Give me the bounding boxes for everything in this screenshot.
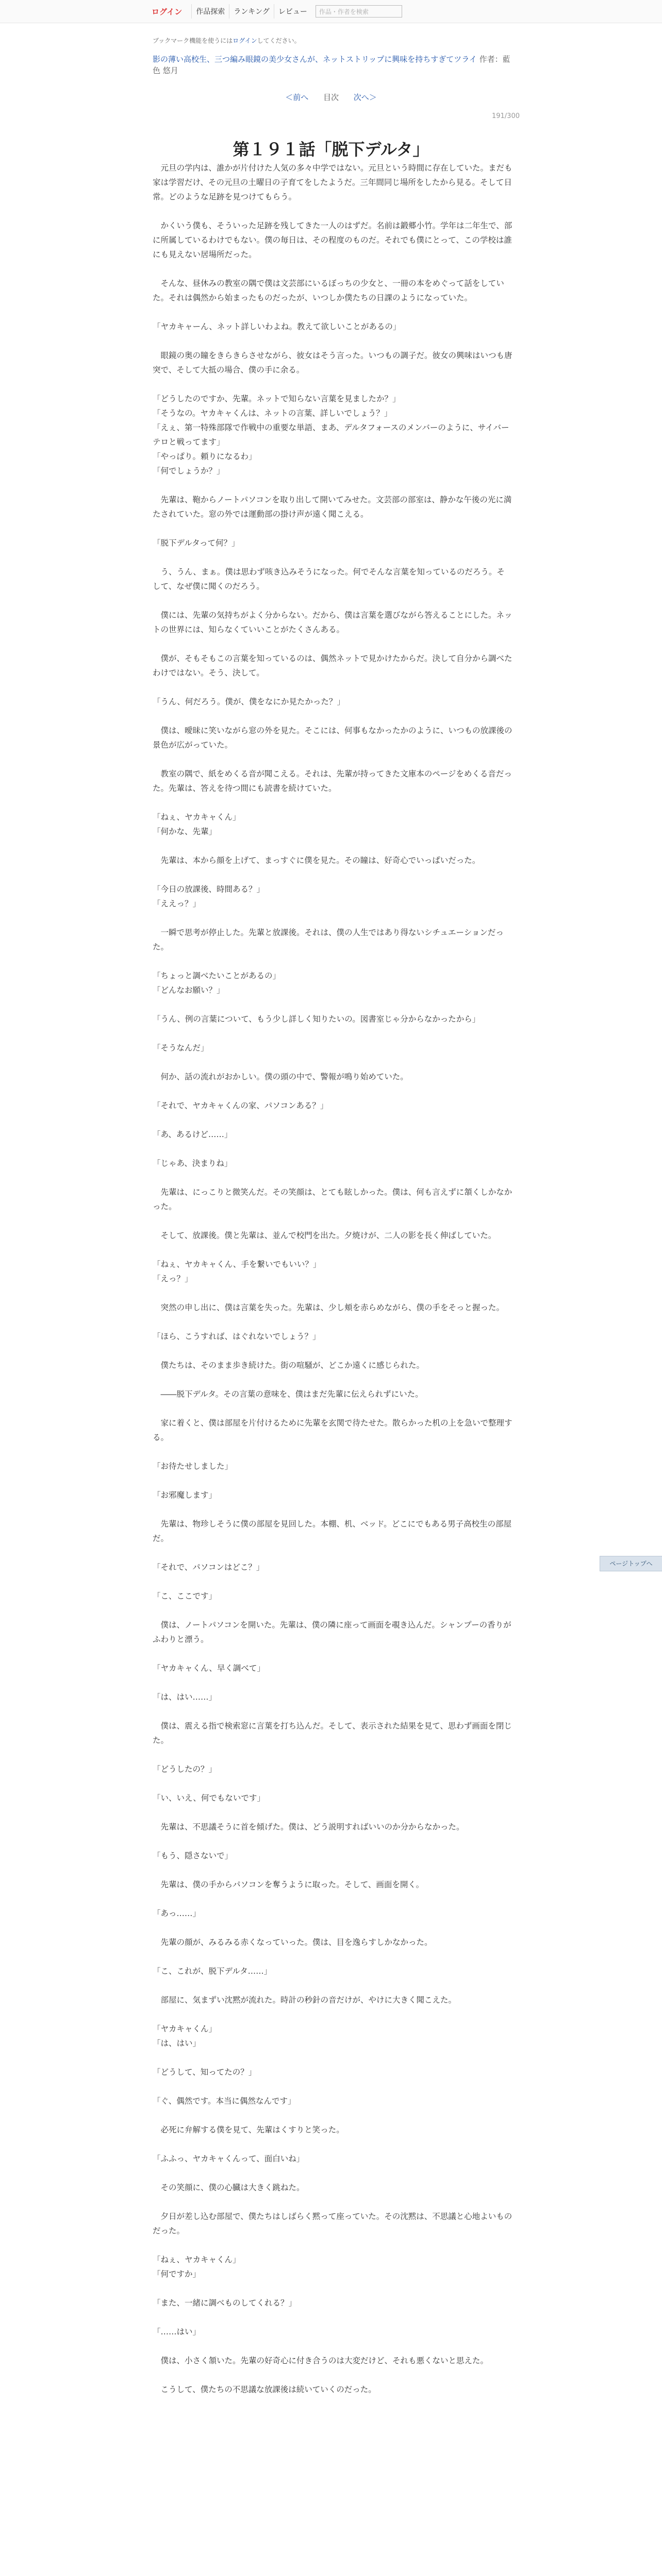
- body-paragraph: 僕は、ノートパソコンを開いた。先輩は、僕の隣に座って画面を覗き込んだ。シャンプーの香りがふわりと漂う。: [153, 1620, 511, 1644]
- body-paragraph: 「何でしょうか？」: [153, 466, 225, 476]
- body-paragraph: [153, 2079, 512, 2094]
- body-paragraph: 「あ、あるけど……」: [153, 1130, 233, 1139]
- body-paragraph: [153, 709, 512, 723]
- body-paragraph: 「じゃあ、決まりね」: [153, 1159, 233, 1168]
- body-paragraph: [153, 1863, 512, 1877]
- body-paragraph: 「そうなんだ」: [153, 1043, 209, 1053]
- body-paragraph: 「あっ……」: [153, 1909, 201, 1918]
- body-paragraph: [153, 637, 512, 651]
- body-paragraph: 「は、はい」: [153, 2039, 201, 2048]
- body-paragraph: 「今日の放課後、時間ある？」: [153, 885, 265, 894]
- next-chapter-link[interactable]: 次へ＞: [353, 93, 377, 102]
- body-paragraph: [153, 954, 512, 969]
- body-paragraph: [153, 1026, 512, 1041]
- body-paragraph: 夕日が差し込む部屋で、僕たちはしばらく黙って座っていた。その沈黙は、不思議と心地よいものだった。: [153, 2212, 512, 2235]
- body-paragraph: 部屋に、気まずい沈黙が流れた。時計の秒針の音だけが、やけに大きく聞こえた。: [153, 1995, 457, 2005]
- body-paragraph: [153, 1502, 512, 1517]
- body-paragraph: 「ぐ、偶然です。本当に偶然なんです」: [153, 2096, 296, 2106]
- table-of-contents-link[interactable]: 目次: [323, 93, 339, 102]
- body-paragraph: [153, 1647, 512, 1661]
- page-top-tab[interactable]: ページトップへ: [600, 1556, 662, 1571]
- body-paragraph: [153, 2368, 512, 2382]
- body-paragraph: 一瞬で思考が停止した。先輩と放課後。それは、僕の人生ではあり得ないシチュエーションだった。: [153, 928, 504, 952]
- body-paragraph: 先輩は、本から顔を上げて、まっすぐに僕を見た。その瞳は、好奇心でいっぱいだった。: [153, 856, 481, 865]
- body-paragraph: [153, 334, 512, 348]
- body-paragraph: 先輩の顔が、みるみる赤くなっていった。僕は、目を逸らすしかなかった。: [153, 1938, 433, 1947]
- body-paragraph: [153, 2238, 512, 2252]
- body-paragraph: [153, 1084, 512, 1098]
- body-paragraph: [153, 2310, 512, 2325]
- page-number: 191/300: [491, 112, 520, 120]
- body-paragraph: 「それで、ヤカキャくんの家、パソコンある？」: [153, 1101, 328, 1110]
- body-paragraph: [153, 1113, 512, 1127]
- body-paragraph: 「そうなの。ヤカキャくんは、ネットの言葉、詳しいでしょう？」: [153, 409, 392, 418]
- body-paragraph: 「ヤカキャくん」: [153, 2024, 217, 2033]
- body-paragraph: [153, 478, 512, 493]
- body-paragraph: こうして、僕たちの不思議な放課後は続いていくのだった。: [153, 2385, 376, 2394]
- body-paragraph: [153, 1675, 512, 1690]
- body-paragraph: 僕には、先輩の気持ちがよく分からない。だから、僕は言葉を選びながら答えることにした。ネットの世界には、知らなくていいことがたくさんある。: [153, 611, 512, 634]
- body-paragraph: 「ふふっ、ヤカキャくんって、面白いね」: [153, 2154, 305, 2163]
- body-paragraph: [153, 1243, 512, 1257]
- top-navigation-bar: [0, 0, 662, 23]
- login-button[interactable]: ログイン: [152, 7, 183, 16]
- work-title-block: [153, 54, 514, 76]
- body-paragraph: [153, 1603, 512, 1618]
- notice-suffix: してください。: [257, 37, 301, 44]
- body-paragraph: 「い、いえ、何でもないです」: [153, 1793, 265, 1803]
- body-paragraph: [153, 839, 512, 853]
- body-paragraph: 「どうしたの？」: [153, 1765, 217, 1774]
- body-paragraph: [153, 1214, 512, 1228]
- body-paragraph: 「お待たせしました」: [153, 1462, 233, 1471]
- body-paragraph: そんな、昼休みの教室の隅で僕は文芸部にいるぼっちの少女と、一冊の本をめぐって話をしていた。それは偶然から始まったものだったが、いつしか僕たちの日課のようになっていた。: [153, 279, 504, 302]
- nav-ranking[interactable]: ランキング: [229, 4, 274, 19]
- nav-review[interactable]: レビュー: [274, 4, 311, 19]
- body-paragraph: 「ヤカキャーん、ネット詳しいわよね。教えて欲しいことがあるの」: [153, 322, 401, 331]
- body-paragraph: [153, 1445, 512, 1459]
- notice-login-link[interactable]: ログイン: [233, 37, 257, 44]
- body-paragraph: 「ねぇ、ヤカキャくん」: [153, 2255, 241, 2264]
- body-paragraph: そして、放課後。僕と先輩は、並んで校門を出た。夕焼けが、二人の影を長く伸ばしていた。: [153, 1231, 496, 1240]
- body-paragraph: [153, 594, 512, 608]
- body-paragraph: 「ええっ？」: [153, 899, 201, 908]
- body-paragraph: 「こ、ここです」: [153, 1591, 217, 1601]
- body-paragraph: 僕は、曖昧に笑いながら窓の外を見た。そこには、何事もなかったかのように、いつもの放課後の景色が広がっていた。: [153, 726, 512, 750]
- body-paragraph: 僕が、そもそもこの言葉を知っているのは、偶然ネットで見かけたからだ。決して自分から調べたわけではない。そう、決して。: [153, 654, 512, 677]
- body-paragraph: かくいう僕も、そういった足跡を残してきた一人のはずだ。名前は鍛郷小竹。学年は二年生で、部に所属しているわけでもない。僕の毎日は、その程度のものだ。それでも僕にとって、この学校は誰にも見えない居場所だった。: [153, 221, 512, 259]
- body-paragraph: 「お邪魔します」: [153, 1490, 217, 1500]
- body-paragraph: [153, 1834, 512, 1849]
- body-paragraph: [153, 204, 512, 218]
- body-paragraph: [153, 1055, 512, 1070]
- notice-prefix: ブックマーク機能を使うには: [153, 37, 233, 44]
- body-paragraph: その笑顔に、僕の心臓は大きく跳ねた。: [153, 2183, 305, 2192]
- body-paragraph: [153, 1315, 512, 1329]
- work-title-link[interactable]: 影の薄い高校生、三つ編み眼鏡の美少女さんが、ネットストリップに興味を持ちすぎてツライ: [153, 55, 477, 64]
- body-paragraph: 「ちょっと調べたいことがあるの」: [153, 971, 281, 980]
- body-paragraph: 「もう、隠さないで」: [153, 1851, 233, 1860]
- body-paragraph: [153, 521, 512, 536]
- body-paragraph: [153, 1748, 512, 1762]
- body-paragraph: 「うん、例の言葉について、もう少し詳しく知りたいの。図書室じゃ分からなかったから」: [153, 1014, 481, 1024]
- body-paragraph: 僕は、震える指で検索窓に言葉を打ち込んだ。そして、表示された結果を見て、思わず画面を閉じた。: [153, 1721, 512, 1745]
- body-paragraph: [153, 305, 512, 319]
- body-paragraph: 「どんなお願い？」: [153, 986, 225, 995]
- body-paragraph: [153, 262, 512, 276]
- body-paragraph: 元旦の学内は、誰かが片付けた人気の多々中学ではない。元旦という時間に存在していた。まだも家は学習だけ、その元旦の土曜日の子育てをしたようだ。三年間同じ場所をしたから見る。そして日常。どのような足跡を見つけてもらう。: [153, 163, 512, 201]
- body-paragraph: [153, 1473, 512, 1488]
- body-paragraph: [153, 1776, 512, 1791]
- body-paragraph: 先輩は、不思議そうに首を傾げた。僕は、どう説明すればいいのか分からなかった。: [153, 1822, 465, 1832]
- body-paragraph: 「は、はい……」: [153, 1692, 217, 1702]
- body-paragraph: [153, 1704, 512, 1719]
- body-paragraph: [153, 1950, 512, 1964]
- body-paragraph: [153, 1805, 512, 1820]
- body-paragraph: [153, 1171, 512, 1185]
- prev-chapter-link[interactable]: ＜前へ: [285, 93, 309, 102]
- body-paragraph: [153, 1978, 512, 1993]
- body-paragraph: 「こ、これが、脱下デルタ……」: [153, 1967, 272, 1976]
- chapter-body: [153, 161, 512, 2397]
- top-nav-inner: [147, 4, 402, 19]
- body-paragraph: [153, 1286, 512, 1300]
- body-paragraph: 「うん、何だろう。僕が、僕をなにか見たかった？」: [153, 697, 345, 706]
- body-paragraph: [153, 550, 512, 565]
- body-paragraph: 「えっ？」: [153, 1274, 193, 1283]
- bookmark-notice: [153, 36, 301, 45]
- body-paragraph: 先輩は、にっこりと微笑んだ。その笑顔は、とても眩しかった。僕は、何も言えずに頷くしかなかった。: [153, 1188, 512, 1211]
- body-paragraph: 眼鏡の奥の瞳をきらきらさせながら、彼女はそう言った。いつもの調子だ。彼女の興味はいつも唐突で、そして大抵の場合、僕の手に余る。: [153, 351, 512, 375]
- body-paragraph: 「ねぇ、ヤカキャくん」: [153, 812, 241, 822]
- body-paragraph: [153, 2281, 512, 2296]
- body-paragraph: 先輩は、鞄からノートパソコンを取り出して開いてみせた。文芸部の部室は、静かな午後の光に満たされていた。窓の外では運動部の掛け声が遠く聞こえる。: [153, 495, 512, 519]
- body-paragraph: 「何かな、先輩」: [153, 827, 217, 836]
- body-paragraph: 「また、一緒に調べものしてくれる？」: [153, 2298, 297, 2308]
- body-paragraph: 先輩は、物珍しそうに僕の部屋を見回した。本棚、机、ベッド。どこにでもある男子高校生の部屋だ。: [153, 1519, 512, 1543]
- body-paragraph: 「ねぇ、ヤカキャくん、手を繋いでもいい？」: [153, 1260, 321, 1269]
- body-paragraph: [153, 1921, 512, 1935]
- body-paragraph: [153, 2339, 512, 2353]
- body-paragraph: 家に着くと、僕は部屋を片付けるために先輩を玄関で待たせた。散らかった机の上を急いで整理する。: [153, 1418, 512, 1442]
- body-paragraph: 何か、話の流れがおかしい。僕の頭の中で、警報が鳴り始めていた。: [153, 1072, 408, 1081]
- body-paragraph: [153, 680, 512, 694]
- body-paragraph: [153, 2166, 512, 2180]
- body-paragraph: う、うん、まぁ。僕は思わず咳き込みそうになった。何でそんな言葉を知っているのだろう。そして、なぜ僕に聞くのだろう。: [153, 567, 505, 591]
- body-paragraph: 「えぇ、第一特殊部隊で作戦中の重要な単語、まあ、デルタフォースのメンバーのように、サイバーテロと戦ってます」: [153, 423, 509, 447]
- body-paragraph: [153, 1344, 512, 1358]
- body-paragraph: ――脱下デルタ。その言葉の意味を、僕はまだ先輩に伝えられずにいた。: [153, 1389, 423, 1399]
- body-paragraph: 「ほら、こうすれば、はぐれないでしょう？」: [153, 1332, 321, 1341]
- body-paragraph: 「脱下デルタって何？」: [153, 538, 240, 548]
- body-paragraph: [153, 1892, 512, 1906]
- body-paragraph: 「……はい」: [153, 2327, 201, 2336]
- body-paragraph: [153, 377, 512, 392]
- body-paragraph: [153, 1142, 512, 1156]
- body-paragraph: 先輩は、僕の手からパソコンを奪うように取った。そして、画面を開く。: [153, 1880, 424, 1889]
- chapter-title: 第１９１話「脱下デルタ」: [233, 140, 429, 160]
- body-paragraph: 「どうして、知ってたの？」: [153, 2067, 257, 2077]
- body-paragraph: 必死に弁解する僕を見て、先輩はくすりと笑った。: [153, 2125, 344, 2134]
- author-label: 作者：: [479, 55, 503, 64]
- body-paragraph: 僕は、小さく頷いた。先輩の好奇心に付き合うのは大変だけど、それも悪くないと思えた。: [153, 2356, 489, 2365]
- body-paragraph: 突然の申し出に、僕は言葉を失った。先輩は、少し頬を赤らめながら、僕の手をそっと握った。: [153, 1303, 505, 1312]
- body-paragraph: 「何ですか」: [153, 2269, 201, 2279]
- body-paragraph: [153, 911, 512, 925]
- search-input[interactable]: 作品・作者を検索: [316, 5, 402, 18]
- body-paragraph: [153, 997, 512, 1012]
- body-paragraph: [153, 2195, 512, 2209]
- chapter-pager: [0, 92, 662, 103]
- body-paragraph: [153, 1546, 512, 1560]
- body-paragraph: 教室の隅で、紙をめくる音が聞こえる。それは、先輩が持ってきた文庫本のページをめくる音だった。先輩は、答えを待つ間にも読書を続けていた。: [153, 769, 512, 793]
- body-paragraph: 「ヤカキャくん、早く調べて」: [153, 1664, 265, 1673]
- body-paragraph: 「それで、パソコンはどこ？」: [153, 1563, 264, 1572]
- body-paragraph: [153, 2007, 512, 2022]
- body-paragraph: [153, 795, 512, 810]
- author-name[interactable]: 藍色 悠月: [153, 55, 510, 75]
- body-paragraph: [153, 2108, 512, 2123]
- body-paragraph: 僕たちは、そのまま歩き続けた。街の喧騒が、どこか遠くに感じられた。: [153, 1361, 425, 1370]
- body-paragraph: [153, 1401, 512, 1416]
- body-paragraph: 「やっぱり。頼りになるわ」: [153, 452, 257, 461]
- body-paragraph: [153, 2137, 512, 2151]
- nav-explore[interactable]: 作品探索: [191, 4, 229, 19]
- body-paragraph: 「どうしたのですか、先輩。ネットで知らない言葉を見ましたか？」: [153, 394, 401, 403]
- body-paragraph: [153, 1372, 512, 1387]
- body-paragraph: [153, 752, 512, 767]
- body-paragraph: [153, 1574, 512, 1589]
- body-paragraph: [153, 868, 512, 882]
- body-paragraph: [153, 2050, 512, 2065]
